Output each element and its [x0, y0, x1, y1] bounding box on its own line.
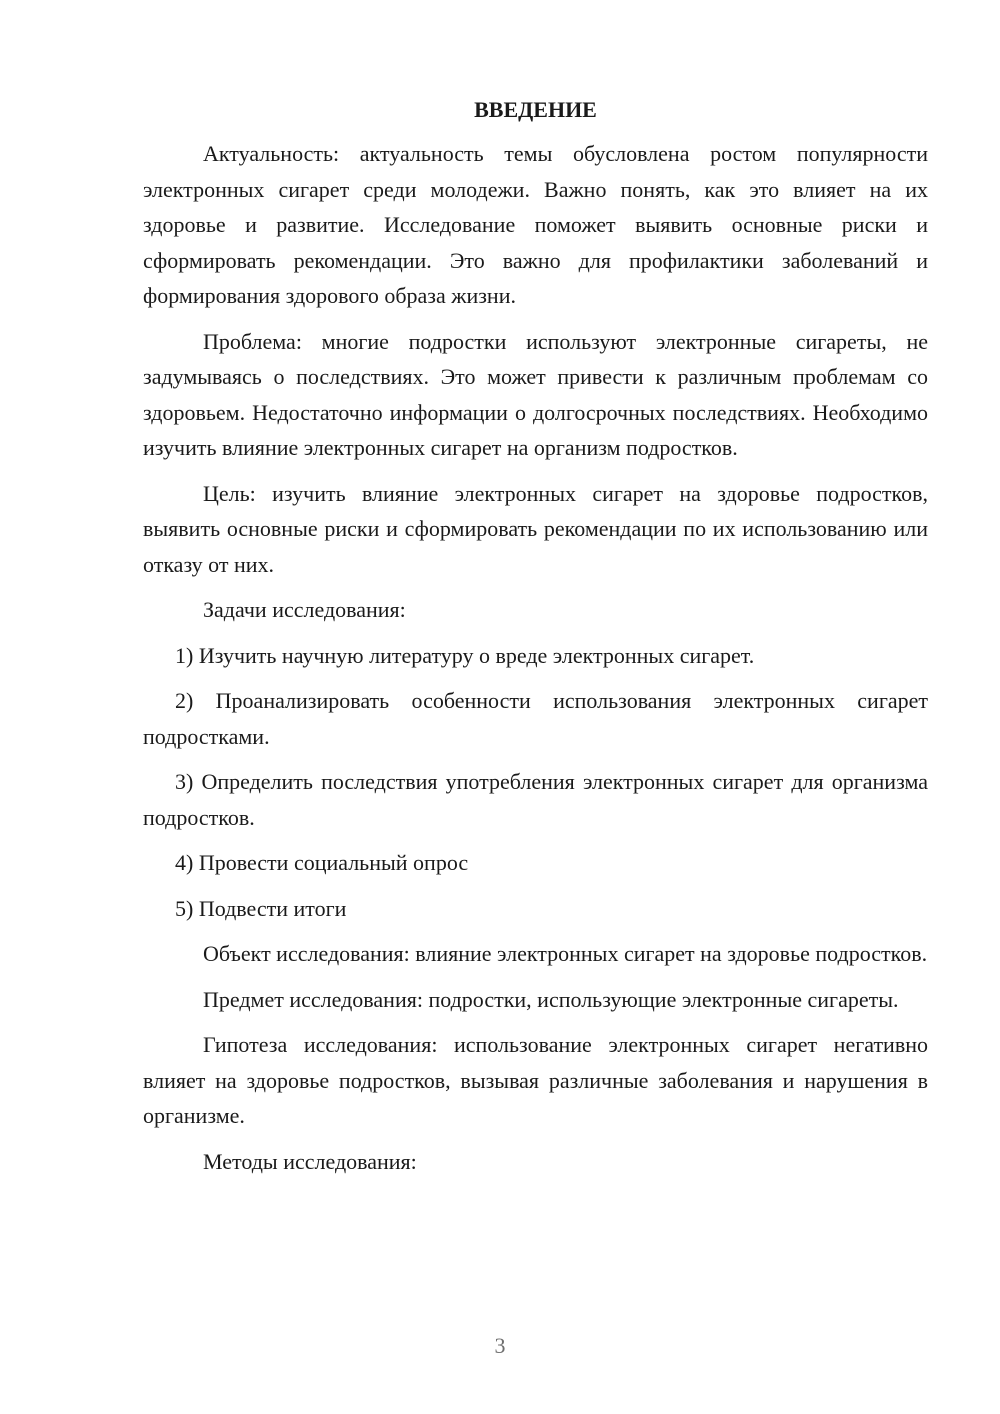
paragraph-relevance: Актуальность: актуальность темы обусловлена ростом популярности электронных сигарет среди молодежи. Важно понять, как это влияет на их здоровье и развитие. Исследование поможет выявить основные риски и сформировать рекомендации. Это важно для профилактики заболеваний и формирования здорового образа жизни.	[143, 141, 928, 308]
paragraph-object: Объект исследования: влияние электронных сигарет на здоровье подростков.	[203, 941, 928, 966]
page-number: 3	[494, 1333, 506, 1358]
task-item: 4) Провести социальный опрос	[175, 850, 469, 875]
paragraph-subject: Предмет исследования: подростки, использующие электронные сигареты.	[203, 986, 899, 1012]
paragraph-tasks-heading: Задачи исследования:	[203, 597, 406, 622]
task-item: 2) Проанализировать особенности использования электронных сигарет подростками.	[143, 688, 928, 749]
document-body	[143, 92, 928, 1189]
task-item: 5) Подвести итоги	[175, 895, 347, 921]
paragraph-problem: Проблема: многие подростки используют электронные сигареты, не задумываясь о последствиях. Это может привести к различным проблемам со здоровьем. Недостаточно информации о долгосрочных последствиях. Необходимо изучить влияние электронных сигарет на организм подростков.	[143, 328, 928, 460]
task-item: 3) Определить последствия употребления электронных сигарет для организма подростков.	[143, 769, 928, 830]
section-title: ВВЕДЕНИЕ	[474, 97, 597, 122]
task-item: 1) Изучить научную литературу о вреде электронных сигарет.	[175, 642, 755, 668]
paragraph-methods: Методы исследования:	[203, 1148, 417, 1174]
paragraph-hypothesis: Гипотеза исследования: использование электронных сигарет негативно влияет на здоровье подростков, вызывая различные заболевания и нарушения в организме.	[143, 1032, 928, 1128]
paragraph-goal: Цель: изучить влияние электронных сигарет на здоровье подростков, выявить основные риски и сформировать рекомендации по их использованию или отказу от них.	[143, 480, 928, 577]
